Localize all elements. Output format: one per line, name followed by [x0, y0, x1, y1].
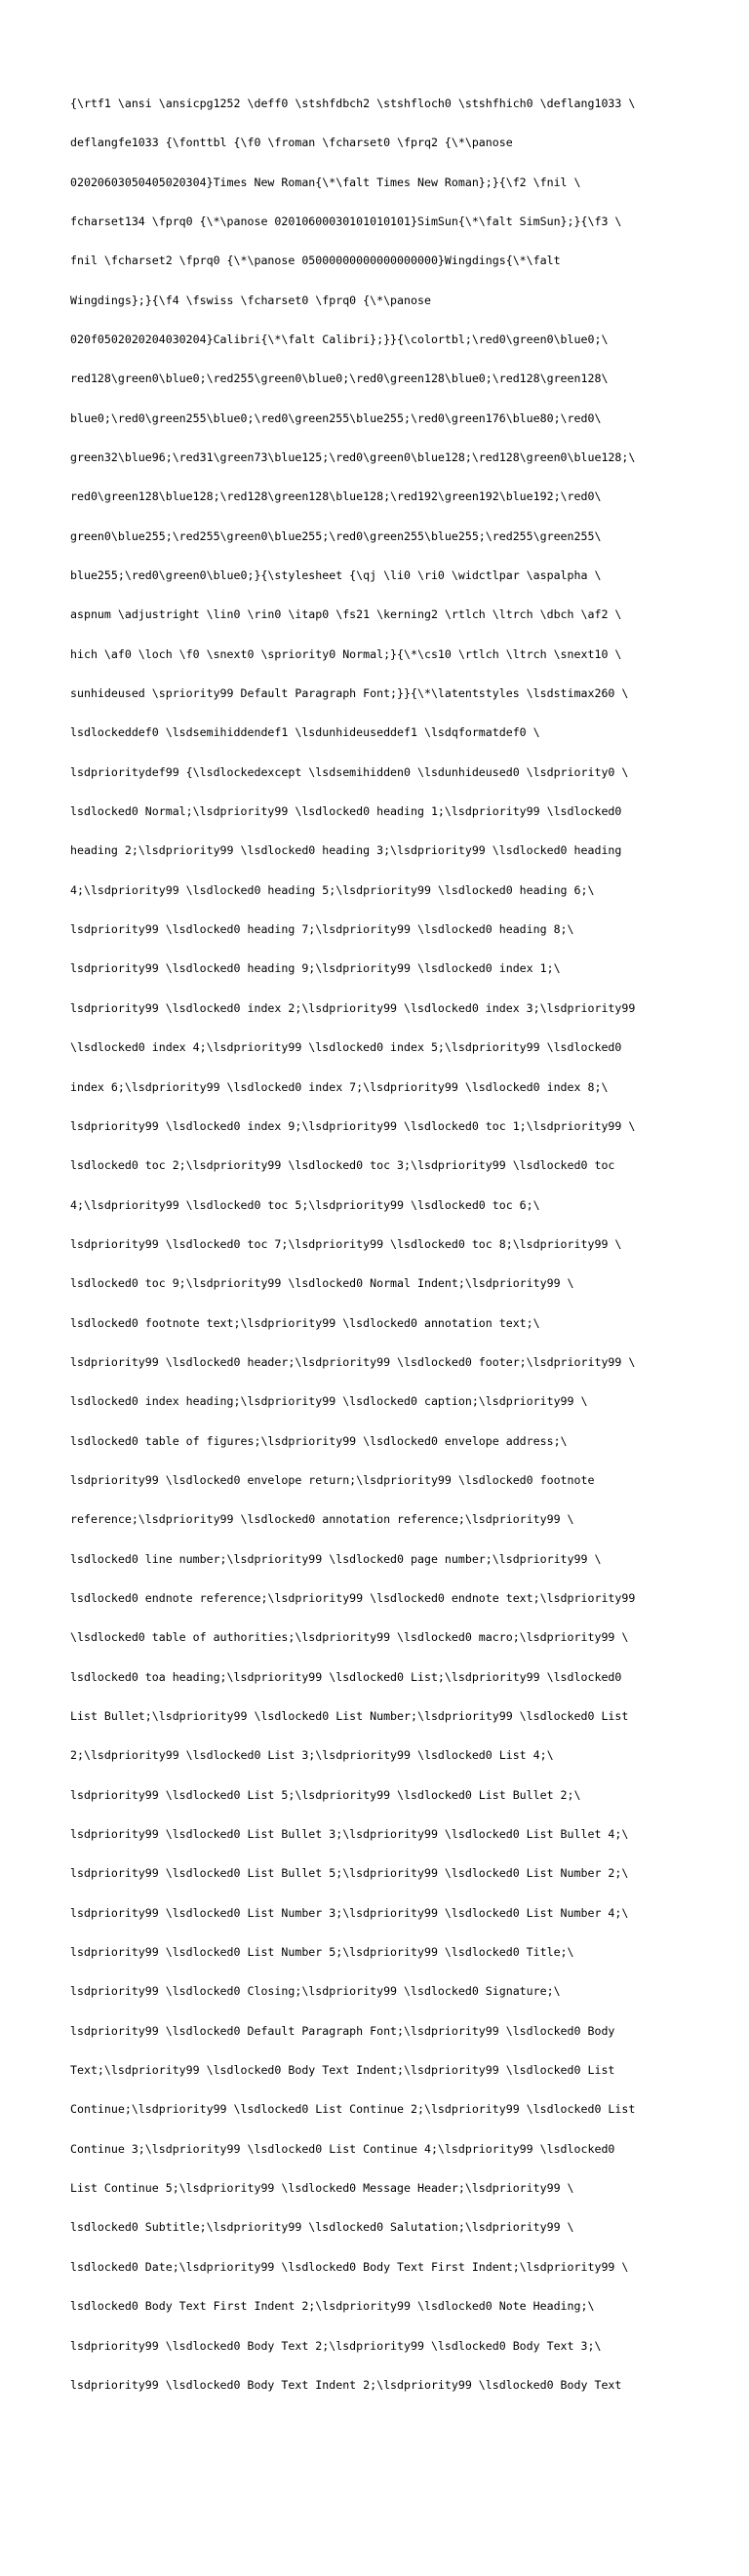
- text-line: \lsdlocked0 index 4;\lsdpriority99 \lsdlocked0 index 5;\lsdpriority99 \lsdlocked0: [70, 1040, 622, 1055]
- text-line: \lsdlocked0 table of authorities;\lsdpriority99 \lsdlocked0 macro;\lsdpriority99 \: [70, 1630, 629, 1645]
- text-line: [70, 2458, 694, 2471]
- text-line: lsdlockeddef0 \lsdsemihiddendef1 \lsdunhideuseddef1 \lsdqformatdef0 \: [70, 725, 540, 740]
- text-line: sunhideused \spriority99 Default Paragraph Font;}}{\*\latentstyles \lsdstimax260 \: [70, 686, 629, 701]
- text-line: lsdpriority99 \lsdlocked0 heading 9;\lsdpriority99 \lsdlocked0 index 1;\: [70, 961, 561, 976]
- text-line: lsdpriority99 \lsdlocked0 Body Text 2;\lsdpriority99 \lsdlocked0 Body Text 3;\: [70, 2338, 602, 2353]
- text-line: 4;\lsdpriority99 \lsdlocked0 toc 5;\lsdpriority99 \lsdlocked0 toc 6;\: [70, 1197, 540, 1212]
- text-line: red128\green0\blue0;\red255\green0\blue0;\red0\green128\blue0;\red128\green128\: [70, 371, 609, 386]
- text-line: lsdpriority99 \lsdlocked0 Body Text Indent 2;\lsdpriority99 \lsdlocked0 Body Text: [70, 2377, 622, 2392]
- text-line: 02020603050405020304}Times New Roman{\*\falt Times New Roman};}{\f2 \fnil \: [70, 175, 581, 189]
- text-line: red0\green128\blue128;\red128\green128\blue128;\red192\green192\blue192;\red0\: [70, 489, 602, 504]
- text-line: blue0;\red0\green255\blue0;\red0\green255\blue255;\red0\green176\blue80;\red0\: [70, 410, 602, 425]
- text-line: lsdpriority99 \lsdlocked0 heading 7;\lsdpriority99 \lsdlocked0 heading 8;\: [70, 922, 574, 937]
- text-line: blue255;\red0\green0\blue0;}{\stylesheet {\qj \li0 \ri0 \widctlpar \aspalpha \: [70, 568, 602, 583]
- text-line: deflangfe1033 {\fonttbl {\f0 \froman \fcharset0 \fprq2 {\*\panose: [70, 136, 513, 150]
- text-line: lsdlocked0 index heading;\lsdpriority99 \lsdlocked0 caption;\lsdpriority99 \: [70, 1394, 588, 1409]
- text-line: lsdpriority99 \lsdlocked0 header;\lsdpriority99 \lsdlocked0 footer;\lsdpriority99 \: [70, 1354, 636, 1369]
- text-line: List Bullet;\lsdpriority99 \lsdlocked0 List Number;\lsdpriority99 \lsdlocked0 List: [70, 1709, 629, 1723]
- text-line: [70, 2536, 694, 2549]
- text-line: lsdpriority99 \lsdlocked0 List Number 3;\lsdpriority99 \lsdlocked0 List Number 4;\: [70, 1905, 629, 1920]
- text-line: 2;\lsdpriority99 \lsdlocked0 List 3;\lsdpriority99 \lsdlocked0 List 4;\: [70, 1748, 554, 1763]
- text-line: lsdpriority99 \lsdlocked0 index 2;\lsdpriority99 \lsdlocked0 index 3;\lsdpriority99: [70, 1000, 636, 1015]
- text-line: hich \af0 \loch \f0 \snext0 \spriority0 Normal;}{\*\cs10 \rtlch \ltrch \snext10 \: [70, 646, 622, 661]
- text-line: aspnum \adjustright \lin0 \rin0 \itap0 \fs21 \kerning2 \rtlch \ltrch \dbch \af2 \: [70, 607, 622, 622]
- text-line: lsdpriority99 \lsdlocked0 envelope return;\lsdpriority99 \lsdlocked0 footnote: [70, 1472, 595, 1487]
- rtf-source-text: [70, 71, 694, 2576]
- text-line: lsdpriority99 \lsdlocked0 List Number 5;\lsdpriority99 \lsdlocked0 Title;\: [70, 1945, 574, 1960]
- text-line: lsdlocked0 toc 2;\lsdpriority99 \lsdlocked0 toc 3;\lsdpriority99 \lsdlocked0 toc: [70, 1158, 615, 1173]
- text-line: lsdpriority99 \lsdlocked0 List 5;\lsdpriority99 \lsdlocked0 List Bullet 2;\: [70, 1787, 581, 1802]
- text-line: index 6;\lsdpriority99 \lsdlocked0 index 7;\lsdpriority99 \lsdlocked0 index 8;\: [70, 1079, 609, 1094]
- text-line: fcharset134 \fprq0 {\*\panose 02010600030101010101}SimSun{\*\falt SimSun};}{\f3 \: [70, 214, 622, 228]
- text-line: lsdlocked0 endnote reference;\lsdpriority99 \lsdlocked0 endnote text;\lsdpriority99: [70, 1590, 636, 1605]
- text-line: heading 2;\lsdpriority99 \lsdlocked0 heading 3;\lsdpriority99 \lsdlocked0 heading: [70, 843, 622, 858]
- text-line: [70, 2418, 694, 2431]
- text-line: lsdpriority99 \lsdlocked0 index 9;\lsdpriority99 \lsdlocked0 toc 1;\lsdpriority99 \: [70, 1118, 636, 1133]
- text-line: green0\blue255;\red255\green0\blue255;\red0\green255\blue255;\red255\green255\: [70, 528, 602, 543]
- text-line: Continue;\lsdpriority99 \lsdlocked0 List Continue 2;\lsdpriority99 \lsdlocked0 List: [70, 2102, 636, 2117]
- text-line: lsdpriority99 \lsdlocked0 Default Paragraph Font;\lsdpriority99 \lsdlocked0 Body: [70, 2023, 615, 2038]
- text-line: reference;\lsdpriority99 \lsdlocked0 annotation reference;\lsdpriority99 \: [70, 1512, 574, 1527]
- text-line: lsdlocked0 toa heading;\lsdpriority99 \lsdlocked0 List;\lsdpriority99 \lsdlocked0: [70, 1669, 622, 1684]
- text-line: lsdpriority99 \lsdlocked0 List Bullet 5;\lsdpriority99 \lsdlocked0 List Number 2;\: [70, 1866, 629, 1881]
- text-line: fnil \fcharset2 \fprq0 {\*\panose 05000000000000000000}Wingdings{\*\falt: [70, 254, 561, 268]
- text-line: lsdpriority99 \lsdlocked0 toc 7;\lsdpriority99 \lsdlocked0 toc 8;\lsdpriority99 \: [70, 1236, 622, 1251]
- text-line: lsdlocked0 table of figures;\lsdpriority99 \lsdlocked0 envelope address;\: [70, 1433, 568, 1448]
- text-line: Text;\lsdpriority99 \lsdlocked0 Body Text Indent;\lsdpriority99 \lsdlocked0 List: [70, 2063, 615, 2078]
- text-line: 020f0502020204030204}Calibri{\*\falt Calibri};}}{\colortbl;\red0\green0\blue0;\: [70, 332, 609, 346]
- text-line: 4;\lsdpriority99 \lsdlocked0 heading 5;\lsdpriority99 \lsdlocked0 heading 6;\: [70, 882, 595, 897]
- text-line: green32\blue96;\red31\green73\blue125;\red0\green0\blue128;\red128\green0\blue128;\: [70, 450, 636, 464]
- text-line: Continue 3;\lsdpriority99 \lsdlocked0 List Continue 4;\lsdpriority99 \lsdlocked0: [70, 2141, 615, 2156]
- text-line: lsdlocked0 line number;\lsdpriority99 \lsdlocked0 page number;\lsdpriority99 \: [70, 1551, 602, 1566]
- text-line: {\rtf1 \ansi \ansicpg1252 \deff0 \stshfdbch2 \stshfloch0 \stshfhich0 \deflang1033 \: [70, 96, 636, 110]
- text-line: [70, 2497, 694, 2510]
- text-line: lsdlocked0 footnote text;\lsdpriority99 \lsdlocked0 annotation text;\: [70, 1315, 540, 1330]
- text-line: Wingdings};}{\f4 \fswiss \fcharset0 \fprq0 {\*\panose: [70, 293, 431, 307]
- text-line: List Continue 5;\lsdpriority99 \lsdlocked0 Message Header;\lsdpriority99 \: [70, 2181, 574, 2196]
- text-line: lsdlocked0 Body Text First Indent 2;\lsdpriority99 \lsdlocked0 Note Heading;\: [70, 2299, 595, 2314]
- text-line: lsdpriority99 \lsdlocked0 List Bullet 3;\lsdpriority99 \lsdlocked0 List Bullet 4;\: [70, 1827, 629, 1842]
- text-line: lsdlocked0 Normal;\lsdpriority99 \lsdlocked0 heading 1;\lsdpriority99 \lsdlocked0: [70, 804, 622, 819]
- text-line: lsdlocked0 Subtitle;\lsdpriority99 \lsdlocked0 Salutation;\lsdpriority99 \: [70, 2220, 574, 2235]
- text-line: lsdlocked0 toc 9;\lsdpriority99 \lsdlocked0 Normal Indent;\lsdpriority99 \: [70, 1276, 574, 1291]
- text-line: lsdprioritydef99 {\lsdlockedexcept \lsdsemihidden0 \lsdunhideused0 \lsdpriority0 \: [70, 764, 629, 779]
- text-line: lsdlocked0 Date;\lsdpriority99 \lsdlocked0 Body Text First Indent;\lsdpriority99 \: [70, 2259, 629, 2274]
- text-line: lsdpriority99 \lsdlocked0 Closing;\lsdpriority99 \lsdlocked0 Signature;\: [70, 1984, 561, 1999]
